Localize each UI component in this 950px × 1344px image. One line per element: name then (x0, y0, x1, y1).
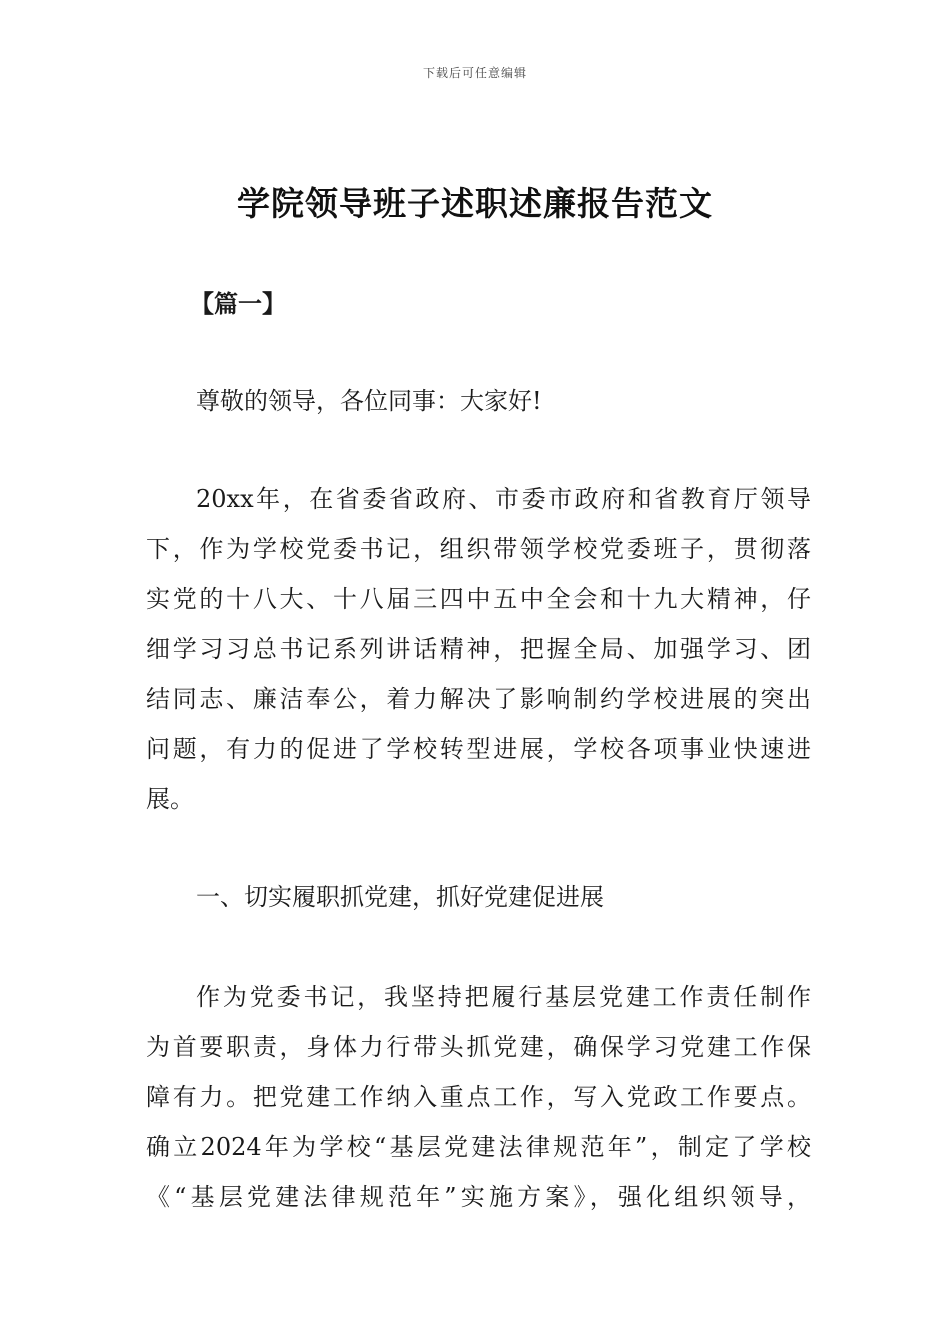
paragraph-line: 《“基层党建法律规范年”实施方案》，强化组织领导， (146, 1183, 811, 1211)
paragraph-line: 下，作为学校党委书记，组织带领学校党委班子，贯彻落 (146, 535, 811, 563)
header-note: 下载后可任意编辑 (422, 66, 527, 80)
paragraph-line: 问题，有力的促进了学校转型进展，学校各项事业快速进 (146, 735, 811, 763)
document-title: 学院领导班子述职述廉报告范文 (237, 184, 713, 223)
paragraph-line: 确立2024年为学校“基层党建法律规范年”，制定了学校 (146, 1133, 811, 1161)
paragraph-line: 20xx年，在省委省政府、市委市政府和省教育厅领导 (196, 485, 811, 513)
paragraph-line: 作为党委书记，我坚持把履行基层党建工作责任制作 (196, 983, 811, 1011)
paragraph-line: 实党的十八大、十八届三四中五中全会和十九大精神，仔 (146, 585, 811, 613)
section-heading: 一、切实履职抓党建，抓好党建促进展 (196, 883, 604, 911)
paragraph-line: 为首要职责，身体力行带头抓党建，确保学习党建工作保 (146, 1033, 811, 1061)
paragraph-line: 结同志、廉洁奉公，着力解决了影响制约学校进展的突出 (146, 685, 811, 713)
greeting-line: 尊敬的领导，各位同事：大家好! (196, 387, 542, 415)
section-tag: 【篇一】 (190, 290, 286, 318)
paragraph-line: 展。 (146, 785, 194, 813)
paragraph-line: 细学习习总书记系列讲话精神，把握全局、加强学习、团 (146, 635, 811, 663)
paragraph-line: 障有力。把党建工作纳入重点工作，写入党政工作要点。 (146, 1083, 811, 1111)
